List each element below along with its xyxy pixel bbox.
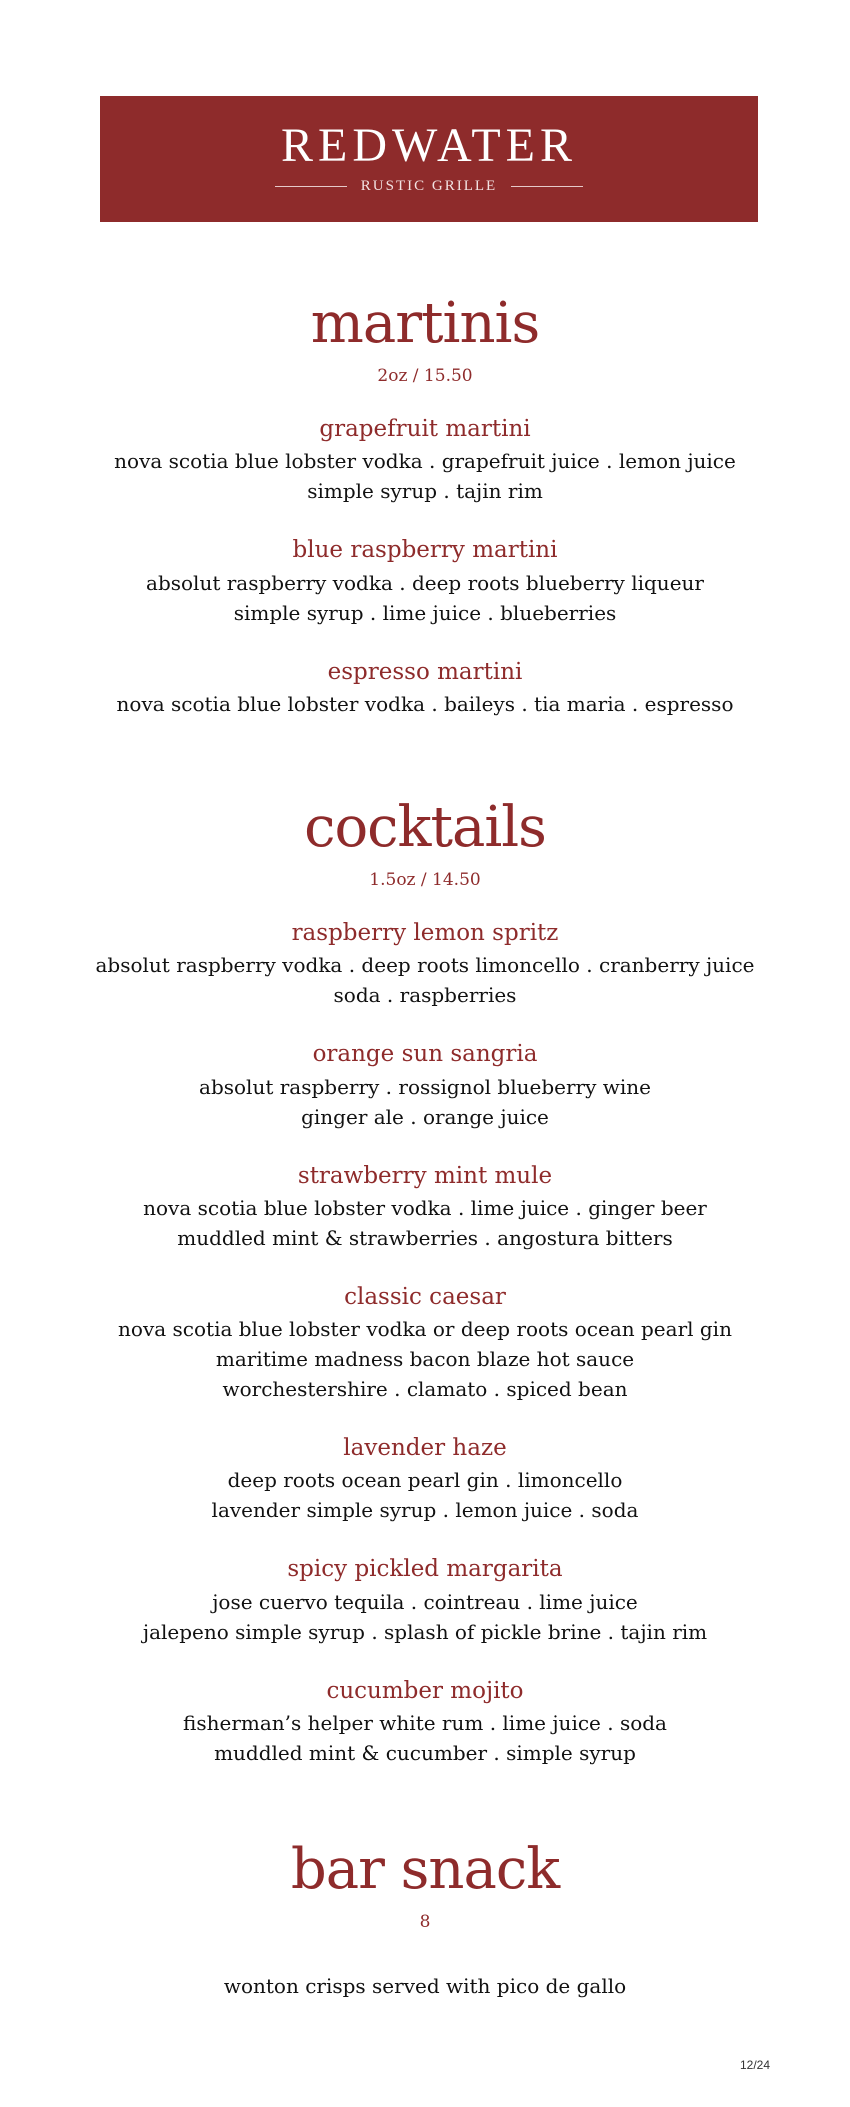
martinis-section xyxy=(0,291,850,719)
item-name: grapefruit martini xyxy=(319,416,531,442)
item-ingredients: absolut raspberry vodka . deep roots limoncello . cranberry juice xyxy=(95,953,755,978)
item-ingredients: simple syrup . lime juice . blueberries xyxy=(233,600,617,625)
menu-item-orange-sun-sangria xyxy=(0,1042,850,1131)
martinis-price: 2oz / 15.50 xyxy=(377,366,473,386)
menu-item-spicy-pickled-margarita xyxy=(0,1557,850,1646)
menu-item-classic-caesar xyxy=(0,1285,850,1404)
item-name: strawberry mint mule xyxy=(297,1162,553,1189)
item-ingredients: deep roots ocean pearl gin . limoncello xyxy=(227,1468,623,1493)
item-ingredients: absolut raspberry vodka . deep roots blueberry liqueur xyxy=(146,570,704,595)
item-ingredients: jose cuervo tequila . cointreau . lime juice xyxy=(212,1589,638,1614)
menu-item-lavender-haze xyxy=(0,1436,850,1525)
menu-item-grapefruit-martini xyxy=(0,417,850,506)
menu-item-raspberry-lemon-spritz xyxy=(0,921,850,1010)
item-name: spicy pickled margarita xyxy=(287,1556,563,1583)
item-ingredients: maritime madness bacon blaze hot sauce xyxy=(215,1347,635,1372)
cocktails-section xyxy=(0,795,850,1768)
item-ingredients: nova scotia blue lobster vodka or deep roots ocean pearl gin xyxy=(118,1317,732,1342)
redwater-logo-banner xyxy=(100,96,758,222)
item-name: orange sun sangria xyxy=(312,1041,538,1068)
item-name: classic caesar xyxy=(344,1283,506,1310)
logo-subtitle: RUSTIC GRILLE xyxy=(360,178,498,194)
cocktails-price: 1.5oz / 14.50 xyxy=(369,870,481,890)
item-ingredients: lavender simple syrup . lemon juice . soda xyxy=(211,1498,639,1523)
item-ingredients: jalepeno simple syrup . splash of pickle brine . tajin rim xyxy=(142,1619,708,1644)
bar-snack-section xyxy=(0,1837,850,2001)
martinis-title: martinis xyxy=(310,291,540,356)
logo-subtitle-row xyxy=(100,178,758,195)
item-name: raspberry lemon spritz xyxy=(291,920,559,946)
item-ingredients: soda . raspberries xyxy=(333,983,517,1008)
menu-item-blue-raspberry-martini xyxy=(0,538,850,627)
item-name: espresso martini xyxy=(327,658,523,685)
item-description: wonton crisps served with pico de gallo xyxy=(223,1974,627,1998)
page-number: 12/24 xyxy=(739,2058,770,2072)
item-ingredients: nova scotia blue lobster vodka . baileys . tia maria . espresso xyxy=(116,691,734,716)
item-ingredients: fisherman’s helper white rum . lime juice . soda xyxy=(183,1711,667,1736)
bar-snack-price: 8 xyxy=(419,1912,431,1932)
logo-name: REDWATER xyxy=(281,119,577,172)
item-ingredients: muddled mint & strawberries . angostura bitters xyxy=(177,1225,673,1250)
item-name: cucumber mojito xyxy=(326,1677,524,1704)
menu-item-strawberry-mint-mule xyxy=(0,1164,850,1253)
item-ingredients: worchestershire . clamato . spiced bean xyxy=(222,1377,628,1402)
item-ingredients: simple syrup . tajin rim xyxy=(307,479,543,504)
cocktails-title: cocktails xyxy=(304,795,546,860)
item-ingredients: ginger ale . orange juice xyxy=(301,1104,549,1129)
bar-snack-title: bar snack xyxy=(290,1837,560,1902)
menu-item-wonton-crisps xyxy=(0,1971,850,2001)
item-ingredients: nova scotia blue lobster vodka . lime juice . ginger beer xyxy=(143,1195,707,1220)
menu-item-espresso-martini xyxy=(0,660,850,719)
item-ingredients: absolut raspberry . rossignol blueberry wine xyxy=(199,1074,651,1099)
logo-divider-left xyxy=(275,186,347,187)
item-name: lavender haze xyxy=(343,1435,507,1462)
item-name: blue raspberry martini xyxy=(292,537,558,564)
item-ingredients: nova scotia blue lobster vodka . grapefruit juice . lemon juice xyxy=(114,449,736,474)
item-ingredients: muddled mint & cucumber . simple syrup xyxy=(214,1741,636,1766)
menu-item-cucumber-mojito xyxy=(0,1679,850,1768)
logo-divider-right xyxy=(511,186,583,187)
